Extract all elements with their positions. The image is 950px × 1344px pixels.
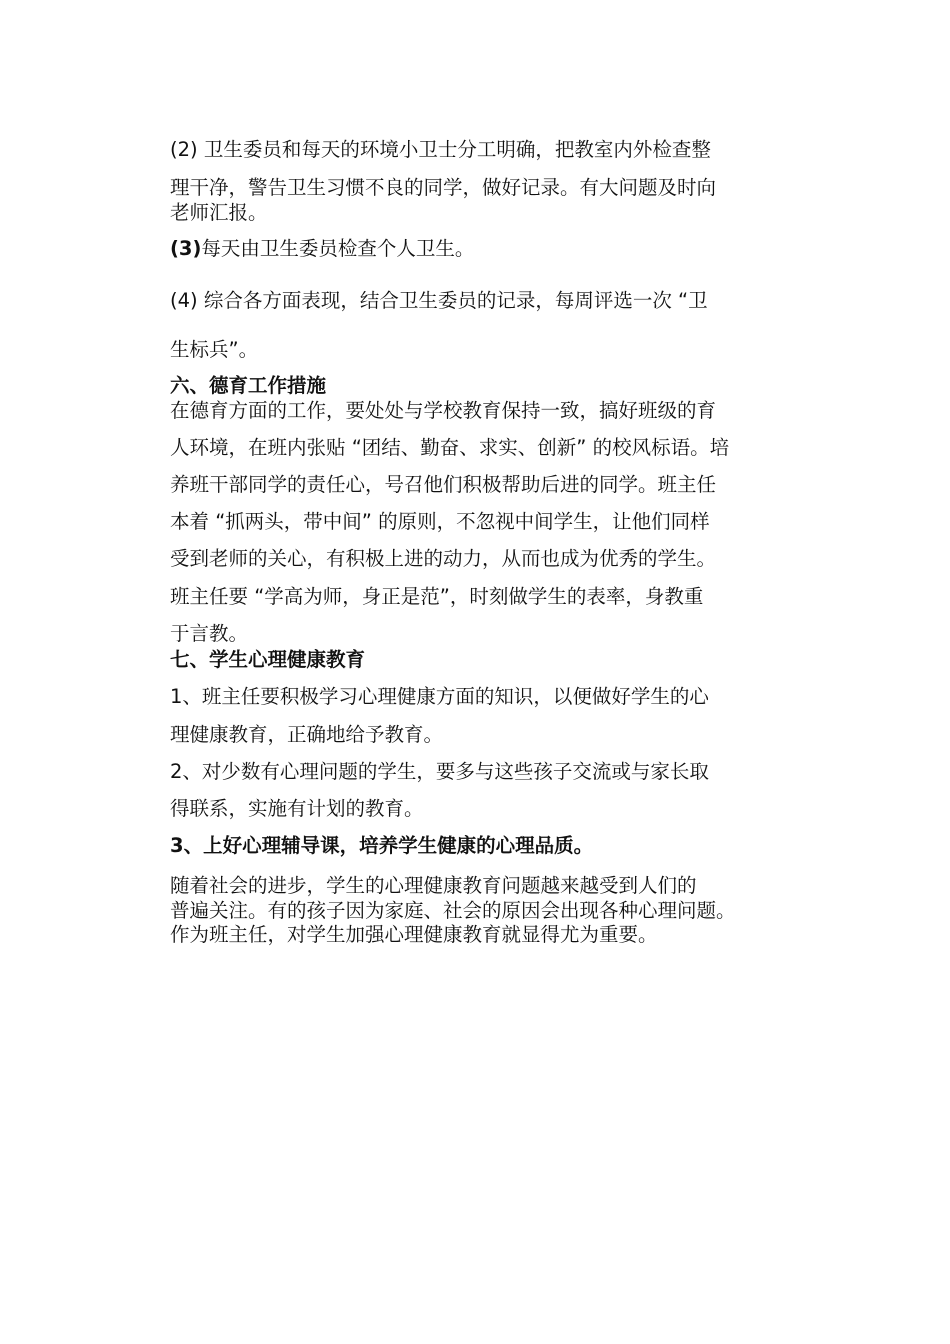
item-2-line-3: 老师汇报。 bbox=[170, 201, 268, 224]
item-4-line-2: 生标兵”。 bbox=[170, 338, 259, 361]
closing-paragraph-line: 作为班主任，对学生加强心理健康教育就显得尤为重要。 bbox=[170, 923, 658, 946]
item-3-text: 每天由卫生委员检查个人卫生。 bbox=[201, 237, 475, 260]
item-2-line-1: (2) 卫生委员和每天的环境小卫士分工明确，把教室内外检查整 bbox=[170, 138, 711, 161]
section-6-paragraph-line: 本着 “抓两头，带中间” 的原则，不忽视中间学生，让他们同样 bbox=[170, 510, 710, 533]
section-6-heading: 六、德育工作措施 bbox=[170, 374, 327, 397]
closing-paragraph-line: 随着社会的进步，学生的心理健康教育问题越来越受到人们的 bbox=[170, 874, 697, 897]
section-6-paragraph-line: 养班干部同学的责任心，号召他们积极帮助后进的同学。班主任 bbox=[170, 473, 717, 496]
section-7-heading: 七、学生心理健康教育 bbox=[170, 648, 366, 671]
item-2-line-2: 理干净，警告卫生习惯不良的同学，做好记录。有大问题及时向 bbox=[170, 176, 717, 199]
section-6-paragraph-line: 在德育方面的工作，要处处与学校教育保持一致，搞好班级的育 bbox=[170, 399, 717, 422]
section-6-paragraph-line: 于言教。 bbox=[170, 622, 249, 645]
section-7-item-1-line-1: 1、班主任要积极学习心理健康方面的知识，以便做好学生的心 bbox=[170, 685, 709, 708]
closing-paragraph-line: 普遍关注。有的孩子因为家庭、社会的原因会出现各种心理问题。 bbox=[170, 899, 736, 922]
section-7-item-2-line-2: 得联系，实施有计划的教育。 bbox=[170, 797, 424, 820]
section-7-item-3: 3、上好心理辅导课，培养学生健康的心理品质。 bbox=[170, 834, 594, 857]
section-6-paragraph-line: 受到老师的关心，有积极上进的动力，从而也成为优秀的学生。 bbox=[170, 547, 717, 570]
item-3-prefix: (3) bbox=[170, 237, 202, 260]
item-4-line-1: (4) 综合各方面表现，结合卫生委员的记录，每周评选一次 “卫 bbox=[170, 289, 708, 312]
section-6-paragraph-line: 人环境，在班内张贴 “团结、勤奋、求实、创新” 的校风标语。培 bbox=[170, 436, 730, 459]
section-7-item-1-line-2: 理健康教育，正确地给予教育。 bbox=[170, 723, 444, 746]
section-7-item-2-line-1: 2、对少数有心理问题的学生，要多与这些孩子交流或与家长取 bbox=[170, 760, 709, 783]
section-6-paragraph-line: 班主任要 “学高为师，身正是范”，时刻做学生的表率，身教重 bbox=[170, 585, 704, 608]
item-3-line bbox=[170, 237, 474, 261]
